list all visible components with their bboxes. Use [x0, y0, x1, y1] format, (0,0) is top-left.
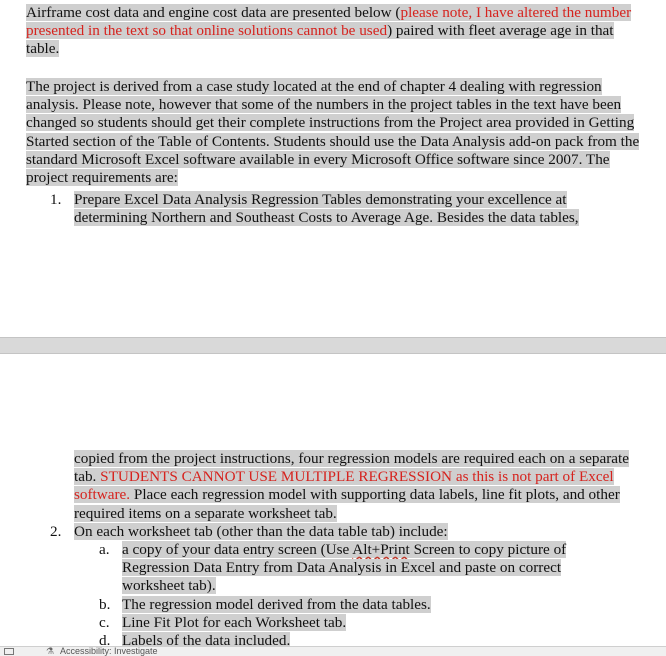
- list-number-1: 1.: [50, 191, 62, 208]
- sub-item-d-text: Labels of the data included.: [122, 632, 290, 646]
- sub-item-b-text: The regression model derived from the data tables.: [122, 596, 431, 613]
- project-paragraph[interactable]: [26, 78, 654, 187]
- sub-item-c-text: Line Fit Plot for each Worksheet tab.: [122, 614, 347, 631]
- intro-text-1: Airframe cost data and engine cost data are presented below (: [26, 4, 401, 21]
- continuation-text-2: Place each regression model with supporting data labels, line fit plots, and other required items on a separate worksheet tab.: [74, 486, 620, 522]
- accessibility-icon[interactable]: ⚗: [46, 646, 55, 656]
- list-item-1-text: Prepare Excel Data Analysis Regression Tables demonstrating your excellence at determining Northern and Southeast Costs to Average Age. Besides the data tables,: [74, 191, 579, 227]
- page-break-gap: [0, 337, 666, 354]
- intro-red-note: please note, I have altered the number presented in the text so that online solutions cannot be used: [26, 4, 632, 40]
- sub-item-c[interactable]: [122, 614, 607, 632]
- project-text: The project is derived from a case study located at the end of chapter 4 dealing with regression analysis. Please note, however that some of the numbers in the project tables in the text have been changed so students should get their complete instructions from the Project area provided in Getting Started section of the Table of Contents. Students should use the Data Analysis add-on pack from the standard Microsoft Excel software available in every Microsoft Office software since 2007. The project requirements are:: [26, 78, 640, 187]
- sub-item-a-key: Alt+Print: [352, 541, 410, 558]
- sub-item-d[interactable]: [122, 632, 607, 646]
- continuation-red-warning: STUDENTS CANNOT USE MULTIPLE REGRESSION as this is not part of Excel software.: [74, 468, 614, 504]
- sub-item-b[interactable]: [122, 596, 607, 614]
- intro-text-2: ) paired with fleet average age in that table.: [26, 22, 614, 58]
- sub-item-d-letter: d.: [99, 632, 111, 646]
- sub-item-c-letter: c.: [99, 614, 110, 631]
- continuation-text-1: copied from the project instructions, four regression models are required each on a separate tab.: [74, 450, 629, 486]
- intro-paragraph[interactable]: [26, 4, 636, 59]
- sub-item-a[interactable]: [122, 541, 607, 596]
- sub-item-a-letter: a.: [99, 541, 110, 558]
- list-item-2[interactable]: [74, 523, 634, 541]
- list-item-1[interactable]: [74, 191, 634, 227]
- list-item-1-continuation[interactable]: [74, 450, 654, 523]
- sub-item-a-text-1: a copy of your data entry screen (Use: [122, 541, 353, 558]
- page-view-icon[interactable]: [4, 648, 14, 655]
- status-bar: [0, 646, 666, 656]
- sub-item-a-text-2: Screen to copy picture of Regression Data Entry from Data Analysis in Excel and paste on correct worksheet tab).: [122, 541, 567, 595]
- list-number-2: 2.: [50, 523, 62, 540]
- list-item-2-text: On each worksheet tab (other than the data table tab) include:: [74, 523, 448, 540]
- document-page-2: [0, 354, 666, 646]
- accessibility-status[interactable]: Accessibility: Investigate: [60, 646, 158, 656]
- sub-item-b-letter: b.: [99, 596, 111, 613]
